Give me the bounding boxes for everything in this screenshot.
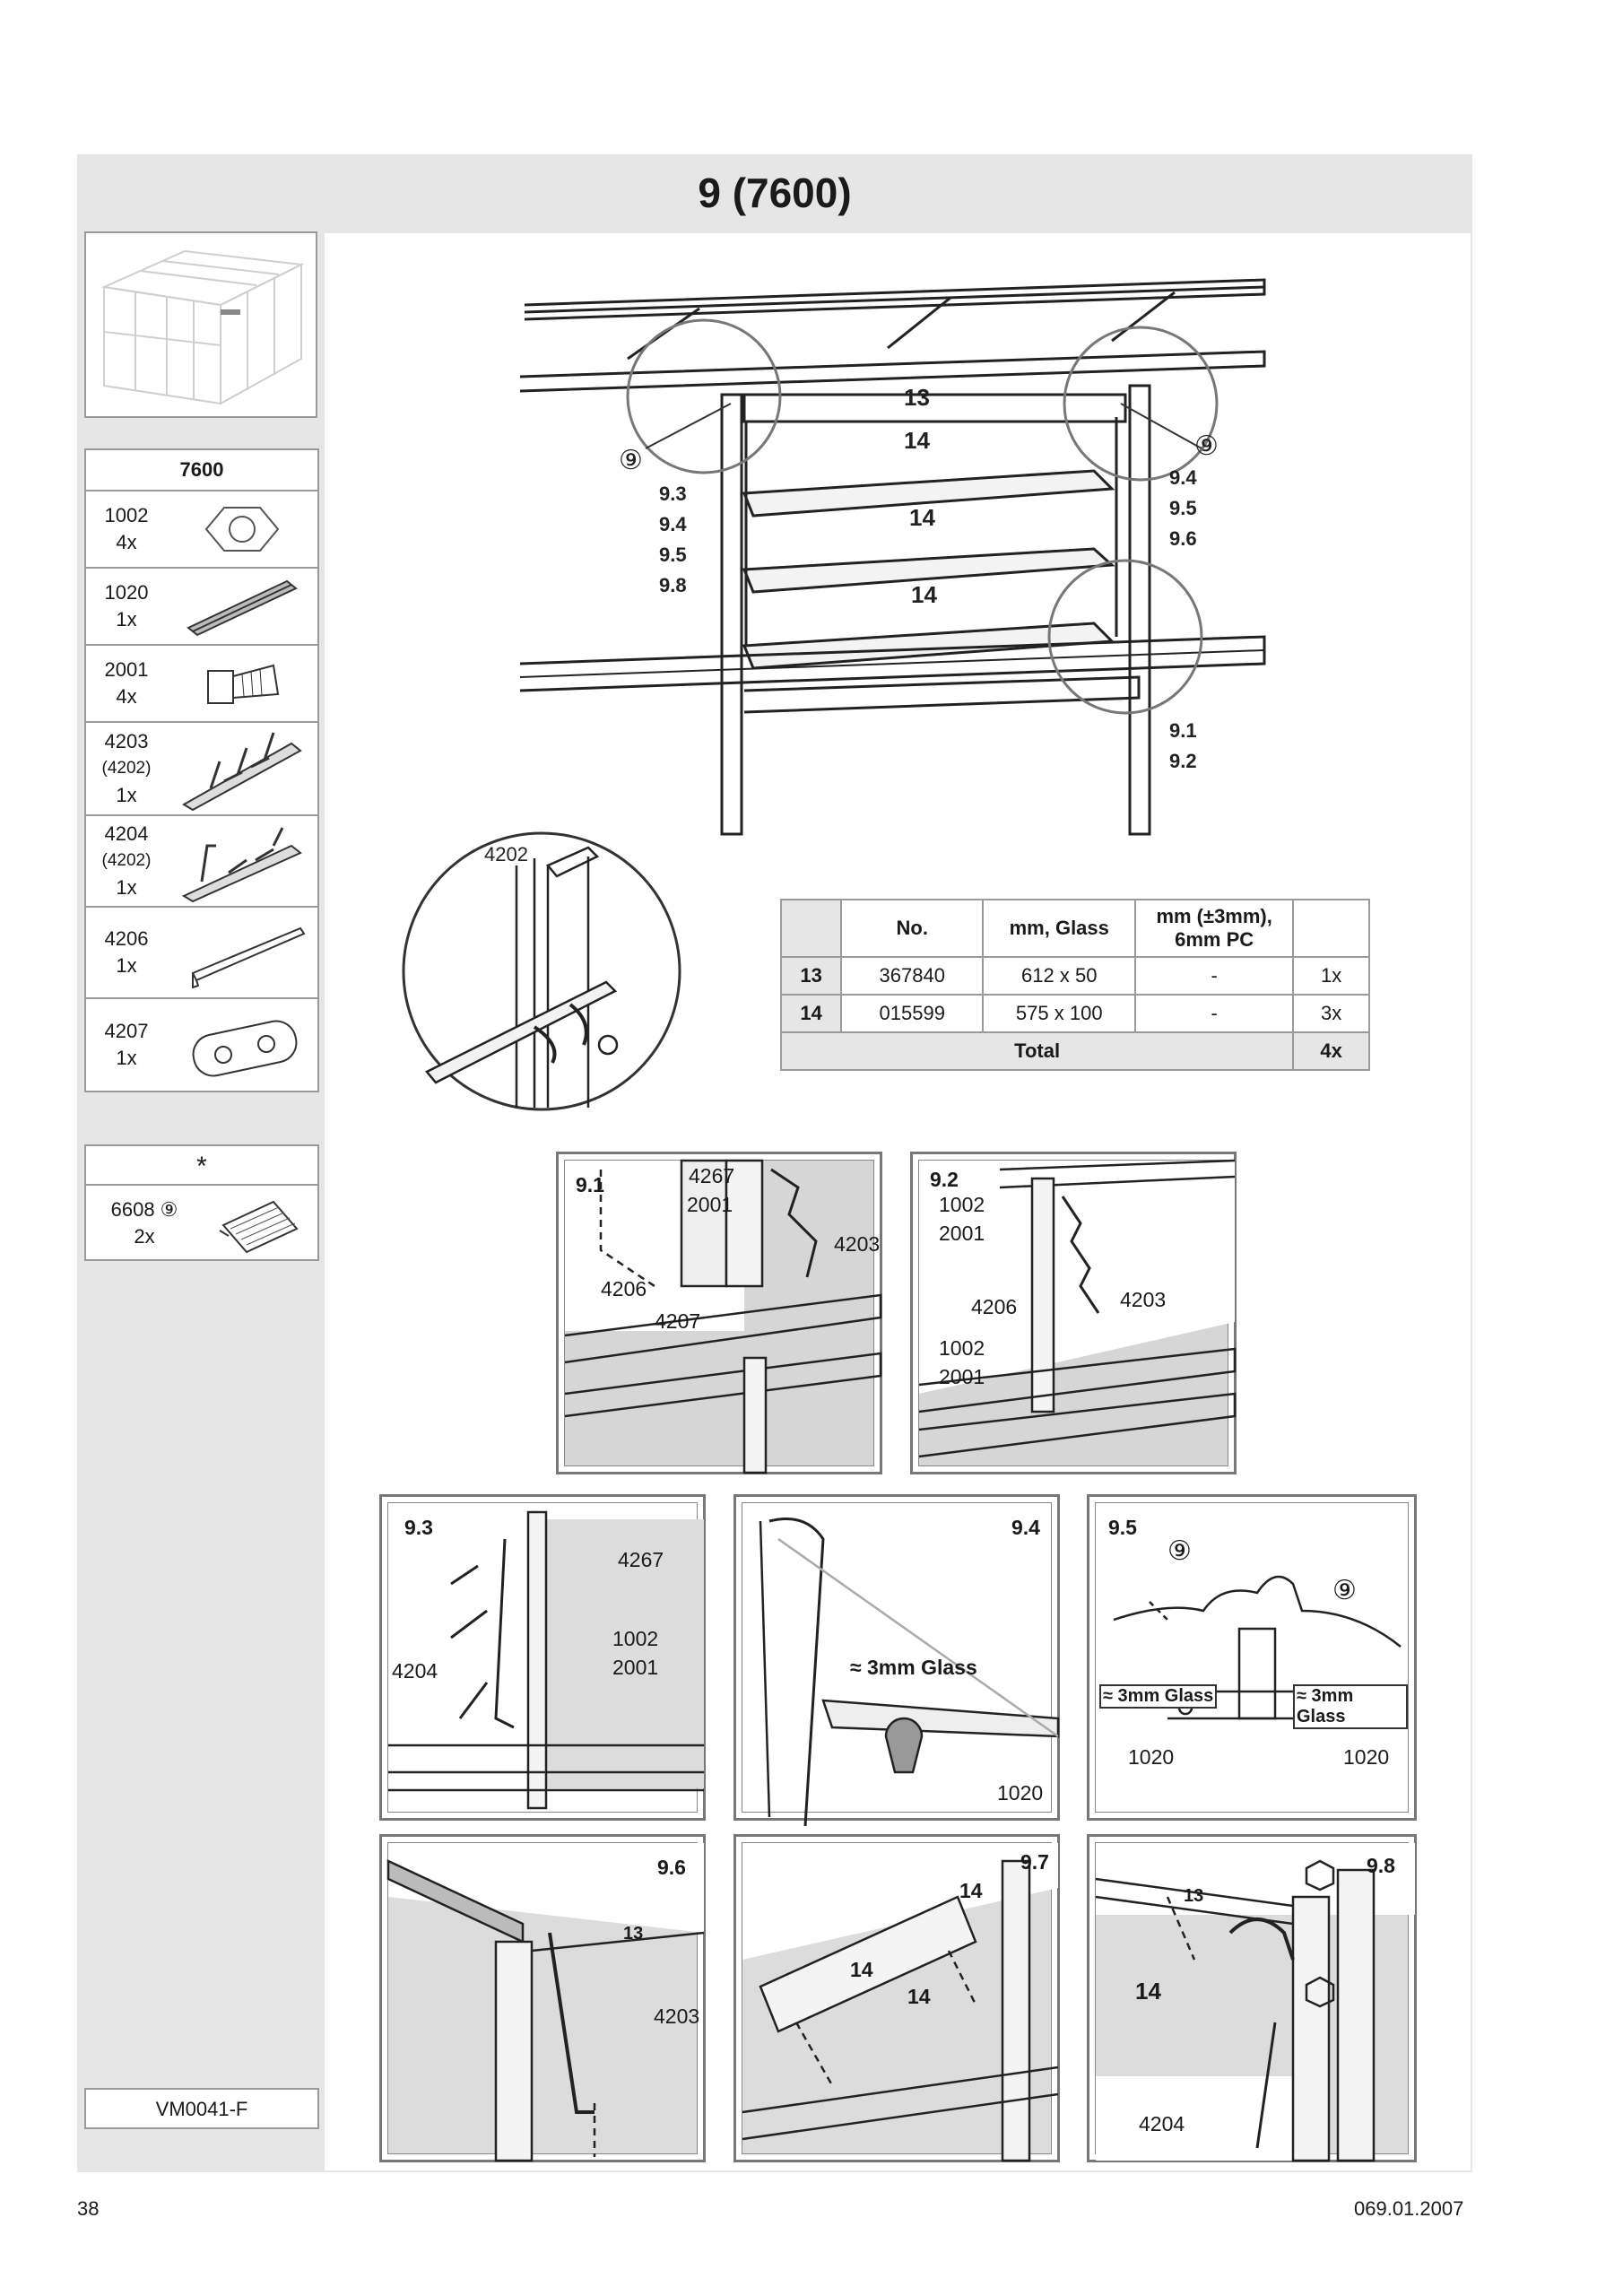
detail-label: 4207 (655, 1309, 701, 1333)
part-row (86, 491, 317, 569)
extra-part-qty: 2x (134, 1225, 155, 1248)
detail-title: 9.8 (1367, 1854, 1395, 1877)
detail-part-label: 4202 (484, 843, 528, 865)
detail-title: 9.5 (1108, 1516, 1137, 1539)
detail-9-8 (1087, 1834, 1417, 2162)
seal-mark-icon: ⑨ (1167, 1536, 1192, 1566)
spec-header-glass: mm, Glass (983, 900, 1135, 957)
detail-label: 1002 (612, 1627, 659, 1650)
part-ref: (4202) (101, 759, 152, 778)
part-row (86, 908, 317, 999)
detail-label: 2001 (687, 1193, 733, 1216)
spec-row-pc: - (1135, 995, 1293, 1032)
hex-nut-icon (188, 495, 296, 563)
detail-label: 1020 (997, 1781, 1044, 1805)
detail-label: 4203 (654, 2005, 700, 2028)
detail-title: 9.2 (930, 1168, 959, 1191)
extra-parts-box (84, 1144, 319, 1261)
extra-part-number: 6608 ⑨ (110, 1198, 178, 1221)
detail-9-1 (556, 1152, 882, 1474)
spec-row-no: 367840 (841, 957, 983, 995)
spec-row-id: 14 (781, 995, 841, 1032)
detail-title: 9.1 (576, 1173, 604, 1196)
spec-total-row (781, 1032, 1369, 1070)
detail-label: 4206 (971, 1295, 1018, 1318)
detail-label: 13 (623, 1924, 644, 1944)
detail-title: 9.4 (1011, 1516, 1040, 1539)
glass-13-label: 13 (904, 384, 930, 411)
seal-strip-icon (211, 1189, 309, 1257)
detail-9-5 (1087, 1494, 1417, 1821)
detail-label: 13 (1184, 1886, 1204, 1906)
spec-row-qty: 3x (1293, 995, 1369, 1032)
part-number: 4203 (104, 730, 149, 752)
spec-header-qty (1293, 900, 1369, 957)
detail-label: 1020 (1128, 1745, 1175, 1769)
spec-total-qty: 4x (1293, 1032, 1369, 1070)
detail-4202-circle (400, 830, 687, 1117)
page-number: 38 (77, 2197, 100, 2220)
parts-table (84, 448, 319, 1092)
glass-14-label: 14 (904, 427, 930, 454)
part-row (86, 723, 317, 816)
flat-bar-icon (175, 910, 309, 995)
part-row (86, 569, 317, 646)
spec-corner-cell (781, 900, 841, 957)
detail-label: 1002 (939, 1336, 985, 1360)
part-ref: (4202) (101, 851, 152, 870)
spec-row (781, 995, 1369, 1032)
detail-label: 1020 (1343, 1745, 1390, 1769)
detail-label: ≈ 3mm Glass (1293, 1684, 1408, 1729)
plate-icon (175, 1003, 309, 1087)
detail-title: 9.7 (1020, 1850, 1049, 1874)
part-qty: 4x (116, 685, 137, 708)
bottom-step-refs: 9.1 9.2 (1169, 719, 1197, 772)
part-number: 1002 (104, 504, 149, 526)
detail-9-2 (910, 1152, 1237, 1474)
part-qty: 1x (116, 1047, 137, 1069)
part-number: 4206 (104, 927, 149, 950)
detail-label: 14 (907, 1985, 931, 2008)
part-number: 1020 (104, 581, 149, 604)
detail-label: 2001 (612, 1656, 659, 1679)
part-row (86, 646, 317, 723)
part-number: 2001 (104, 658, 149, 681)
spec-row-pc: - (1135, 957, 1293, 995)
seal-mark-icon: ⑨ (619, 446, 643, 475)
spec-row-id: 13 (781, 957, 841, 995)
detail-9-7 (733, 1834, 1060, 2162)
glass-spec-table (780, 899, 1370, 1071)
footer-date: 069.01.2007 (1354, 2197, 1464, 2220)
spec-row (781, 957, 1369, 995)
rubber-strip-icon (179, 572, 305, 640)
detail-label: 14 (1135, 1978, 1161, 2005)
detail-title: 9.6 (657, 1856, 686, 1879)
detail-label: 4267 (618, 1548, 664, 1571)
louvre-bracket-icon (175, 726, 309, 812)
seal-mark-icon: ⑨ (1194, 431, 1219, 461)
seal-mark-icon: ⑨ (1332, 1576, 1357, 1605)
extra-parts-header: * (86, 1146, 317, 1186)
left-step-refs: 9.3 9.4 9.5 9.8 (659, 483, 687, 596)
greenhouse-thumbnail-icon (86, 233, 316, 416)
part-qty: 1x (116, 784, 137, 806)
spec-header-no: No. (841, 900, 983, 957)
part-number: 4204 (104, 822, 149, 845)
detail-label: 14 (959, 1879, 983, 1902)
detail-label: 4203 (834, 1232, 881, 1256)
louvre-mechanism-icon (175, 819, 309, 903)
part-row (86, 816, 317, 908)
detail-9-4 (733, 1494, 1060, 1821)
spec-row-glass: 575 x 100 (983, 995, 1135, 1032)
detail-label: 4203 (1120, 1288, 1167, 1311)
part-qty: 1x (116, 608, 137, 631)
detail-label: 4204 (392, 1659, 438, 1683)
detail-label: 4204 (1139, 2112, 1185, 2135)
bolt-icon (188, 649, 296, 718)
louvre-window-overview (520, 269, 1273, 843)
detail-label: 2001 (939, 1222, 985, 1245)
detail-label: ≈ 3mm Glass (1099, 1684, 1217, 1709)
greenhouse-thumbnail (84, 231, 317, 418)
spec-row-qty: 1x (1293, 957, 1369, 995)
detail-label: 1002 (939, 1193, 985, 1216)
part-row (86, 999, 317, 1091)
part-qty: 1x (116, 954, 137, 977)
spec-total-label: Total (781, 1032, 1293, 1070)
page-title: 9 (7600) (698, 170, 852, 216)
detail-label: ≈ 3mm Glass (850, 1656, 977, 1679)
glass-14-label: 14 (909, 504, 935, 531)
spec-row-glass: 612 x 50 (983, 957, 1135, 995)
detail-9-6 (379, 1834, 706, 2162)
doc-code: VM0041-F (84, 2088, 319, 2129)
part-qty: 1x (116, 876, 137, 899)
spec-header-pc: mm (±3mm), 6mm PC (1135, 900, 1293, 957)
detail-label: 4267 (689, 1164, 735, 1187)
detail-title: 9.3 (404, 1516, 433, 1539)
detail-label: 4206 (601, 1277, 647, 1300)
right-step-refs: 9.4 9.5 9.6 (1169, 466, 1197, 550)
part-qty: 4x (116, 531, 137, 553)
glass-14-label: 14 (911, 581, 937, 608)
detail-label: 14 (850, 1958, 873, 1981)
detail-9-3 (379, 1494, 706, 1821)
detail-label: 2001 (939, 1365, 985, 1388)
part-number: 4207 (104, 1020, 149, 1042)
parts-table-header: 7600 (86, 450, 317, 491)
spec-row-no: 015599 (841, 995, 983, 1032)
